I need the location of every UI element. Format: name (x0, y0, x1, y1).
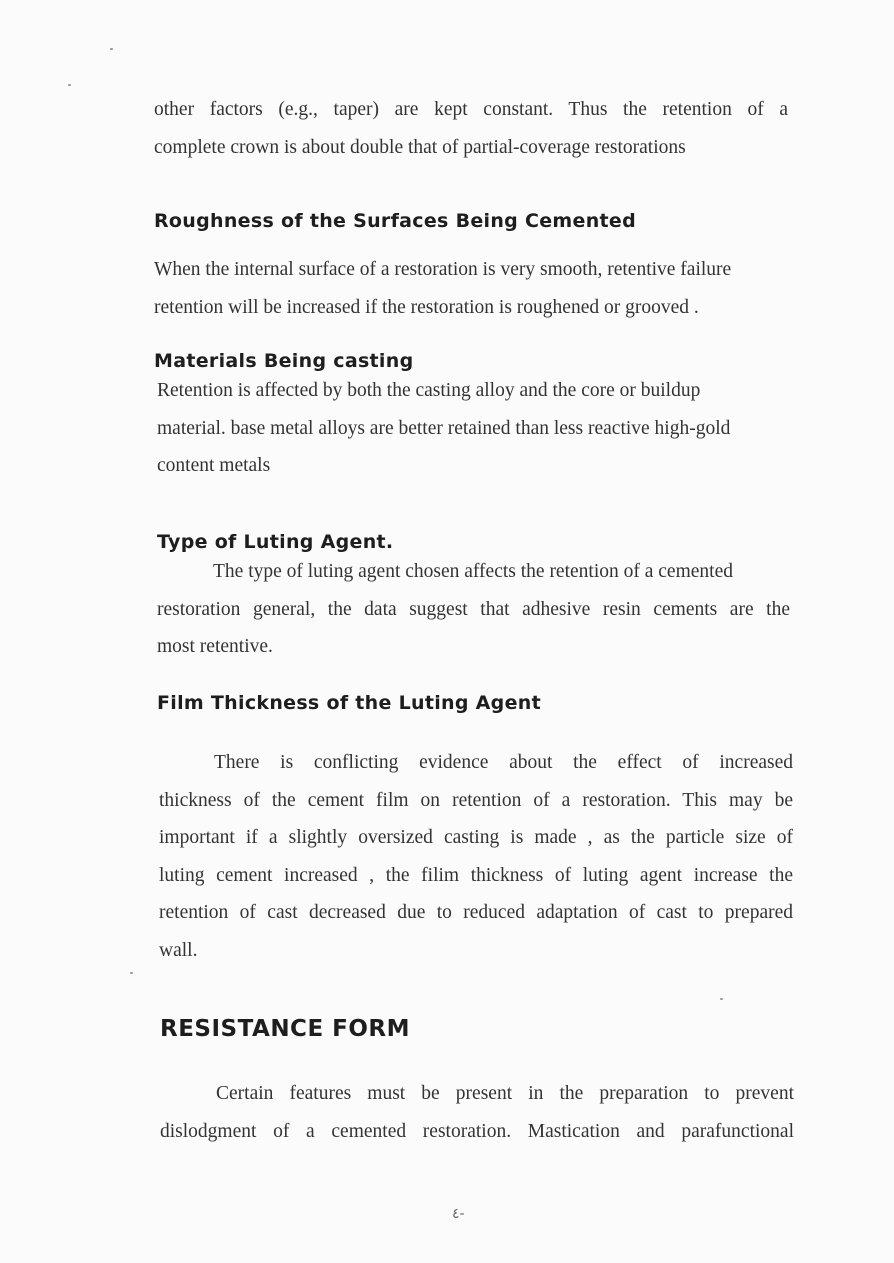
section-heading-materials: Materials Being casting (154, 350, 414, 372)
roughness-paragraph (154, 251, 794, 326)
materials-paragraph (157, 372, 797, 485)
page-number: ٤- (452, 1206, 465, 1222)
text-line: Retention is affected by both the casting alloy and the core or buildup (157, 380, 701, 401)
text-line: content metals (157, 455, 271, 476)
text-line: complete crown is about double that of partial-coverage restorations (154, 136, 686, 158)
film-thickness-paragraph (159, 744, 793, 969)
scan-speck (68, 84, 71, 86)
scan-speck (720, 998, 723, 1000)
text-line: wall. (159, 939, 198, 961)
section-heading-film-thickness: Film Thickness of the Luting Agent (157, 692, 541, 714)
text-line: important if a slightly oversized casting is made , as the particle size of (159, 827, 793, 848)
section-heading-roughness: Roughness of the Surfaces Being Cemented (154, 210, 636, 232)
text-line: dislodgment of a cemented restoration. Mastication and parafunctional (160, 1120, 794, 1142)
section-heading-resistance-form: RESISTANCE FORM (160, 1016, 411, 1042)
luting-agent-paragraph (157, 553, 790, 666)
text-line: restoration general, the data suggest that adhesive resin cements are the (157, 598, 790, 620)
text-line: retention will be increased if the restoration is roughened or grooved . (154, 296, 699, 318)
text-line: other factors (e.g., taper) are kept constant. Thus the retention of a (154, 99, 788, 120)
text-line: Certain features must be present in the preparation to prevent (216, 1083, 794, 1104)
text-line: When the internal surface of a restoration is very smooth, retentive failure (154, 259, 732, 280)
text-line: thickness of the cement film on retention of a restoration. This may be (159, 789, 793, 811)
intro-paragraph (154, 91, 788, 166)
text-line: most retentive. (157, 636, 273, 657)
text-line: material. base metal alloys are better retained than less reactive high-gold (157, 417, 731, 439)
resistance-form-paragraph (160, 1075, 794, 1150)
scan-speck (130, 972, 133, 974)
text-line: The type of luting agent chosen affects the retention of a cemented (213, 561, 733, 582)
text-line: luting cement increased , the filim thickness of luting agent increase the (159, 864, 793, 886)
text-line: There is conflicting evidence about the effect of increased (214, 752, 793, 773)
text-line: retention of cast decreased due to reduced adaptation of cast to prepared (159, 902, 793, 923)
section-heading-luting-agent: Type of Luting Agent. (157, 531, 394, 553)
scan-speck (110, 48, 113, 50)
